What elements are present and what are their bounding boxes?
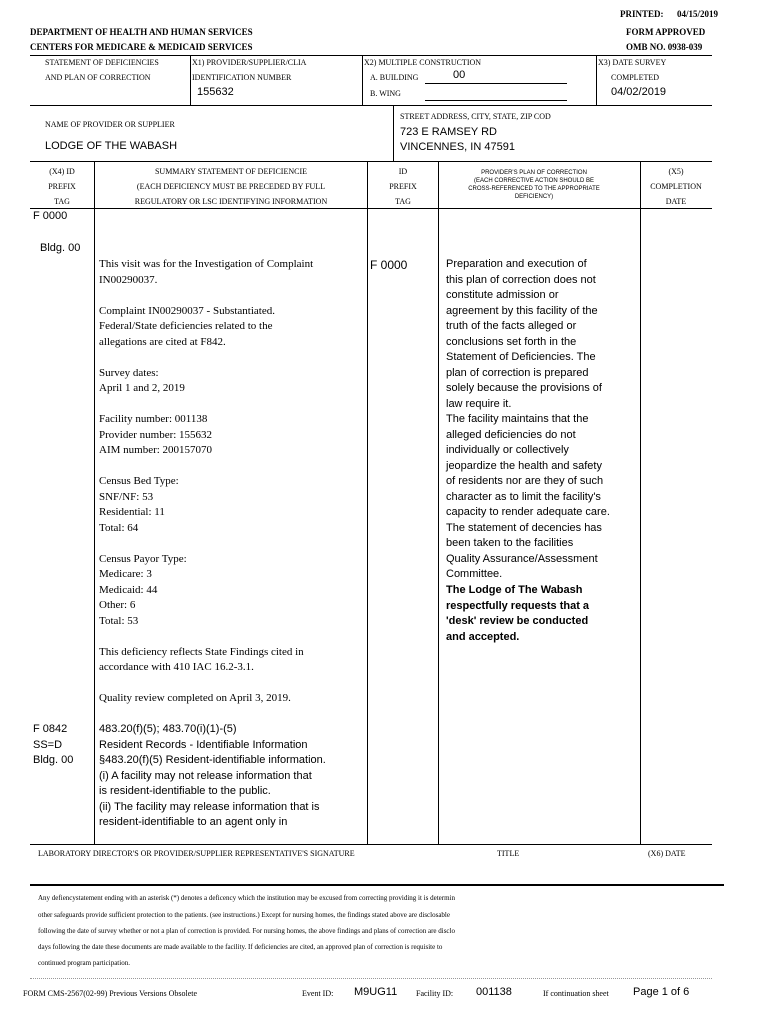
id-tag-f0000: F 0000 <box>370 258 408 272</box>
address-label: STREET ADDRESS, CITY, STATE, ZIP COD <box>400 112 551 121</box>
x3-label-2: COMPLETED <box>611 73 659 82</box>
printed-label: PRINTED: <box>620 9 664 19</box>
x2-label: X2) MULTIPLE CONSTRUCTION <box>364 58 482 67</box>
x4-header-1: (X4) ID <box>49 167 75 176</box>
summary-header-2: (EACH DEFICIENCY MUST BE PRECEDED BY FULL <box>136 182 326 191</box>
facility-id-label: Facility ID: <box>416 989 454 998</box>
department-name: DEPARTMENT OF HEALTH AND HUMAN SERVICES <box>30 27 253 37</box>
building-label: A. BUILDING <box>370 73 419 82</box>
omb-number: OMB NO. 0938-039 <box>626 42 703 52</box>
tag-f0000: F 0000 <box>33 210 68 222</box>
plan-header-4: DEFICIENCY) <box>514 194 554 200</box>
form-approved: FORM APPROVED <box>626 27 706 37</box>
plan-desk-review-request: The Lodge of The Wabash respectfully requests that a 'desk' review be conducted and accepted. <box>446 584 590 643</box>
id-header-2: PREFIX <box>389 182 417 191</box>
plan-of-correction: Preparation and execution of this plan of correction does not constitute admission or agreement by this facility of the truth of the facts alleged or conclusions set forth in the Statement of Deficiencies. The plan of correction is prepared solely because the provisions of law require it. The facility maintains that the alleged deficiencies do not individually or collectively jeopardize the health and safety of residents nor are they of such character as to limit the facility's capacity to render adequate care. The statement of decencies has been taken to the facilities Quality Assurance/Assessment Committee. <box>446 258 610 580</box>
survey-completed-date: 04/02/2019 <box>611 86 667 98</box>
title-label: TITLE <box>497 849 520 858</box>
plan-header-3: CROSS-REFERENCED TO THE APPROPRIATE <box>468 186 600 192</box>
id-header-1: ID <box>398 167 408 176</box>
provider-number: 155632 <box>197 86 234 98</box>
x6-date-label: (X6) DATE <box>648 849 686 858</box>
footnote-line-4: days following the date these documents are made available to the facility. If deficiencies are cited, an approved plan of correction is requisite to <box>38 943 443 951</box>
centers-name: CENTERS FOR MEDICARE & MEDICAID SERVICES <box>30 42 253 52</box>
summary-statement: This visit was for the Investigation of Complaint IN00290037. Complaint IN00290037 - Substantiated. Federal/State deficiencies related to the allegations are cited at F842. Survey dates: April 1 and 2, 2019 Facility number: 001138 Provider number: 155632 AIM number: 200157070 Census Bed Type: SNF/NF: 53 Residential: 11 Total: 64 Census Payor Type: Medicare: 3 Medicaid: 44 Other: 6 Total: 53 This deficiency reflects State Findings cited in accordance with 410 IAC 16.2-3.1. Quality review completed on April 3, 2019. <box>99 258 314 704</box>
summary-header-1: SUMMARY STATEMENT OF DEFICIENCIE <box>154 167 308 176</box>
facility-id-value: 001138 <box>476 986 512 998</box>
footnote-line-1: Any defiencystatement ending with an asterisk (*) denotes a deficency which the institution may be excused from correcting providing it is determin <box>38 894 455 902</box>
event-id-value: M9UG11 <box>354 986 398 998</box>
statement-label-1: STATEMENT OF DEFICIENCIES <box>45 58 159 67</box>
event-id-label: Event ID: <box>302 989 334 998</box>
wing-label: B. WING <box>370 89 401 98</box>
footnote-line-5: continued program participation. <box>38 959 130 967</box>
footnote-line-3: following the date of survey whether or not a plan of correction is provided. For nursing homes, the above findings and plans of correction are disclo <box>38 927 455 935</box>
tag-f0842: F 0842 SS=D Bldg. 00 <box>33 723 74 766</box>
address-line-1: 723 E RAMSEY RD <box>400 126 498 138</box>
signature-label: LABORATORY DIRECTOR'S OR PROVIDER/SUPPLIER REPRESENTATIVE'S SIGNATURE <box>38 849 355 858</box>
f0842-text: 483.20(f)(5); 483.70(i)(1)-(5) Resident Records - Identifiable Information §483.20(f)(5) Resident-identifiable information. (i) A facility may not release information that is resident-identifiable to the public. (ii) The facility may release information that is resident-identifiable to an agent only in <box>99 723 326 828</box>
x1-label: X1) PROVIDER/SUPPLIER/CLIA <box>192 58 307 67</box>
x1-label-2: IDENTIFICATION NUMBER <box>192 73 292 82</box>
x5-header-2: COMPLETION <box>650 182 702 191</box>
continuation-label: If continuation sheet <box>543 989 609 998</box>
page-number: Page 1 of 6 <box>633 986 690 998</box>
x5-header-3: DATE <box>665 197 687 206</box>
x4-header-3: TAG <box>54 197 70 206</box>
provider-name: LODGE OF THE WABASH <box>45 140 178 152</box>
x4-header-2: PREFIX <box>48 182 76 191</box>
statement-label-2: AND PLAN OF CORRECTION <box>45 73 151 82</box>
bldg-label: Bldg. 00 <box>40 242 81 254</box>
address-line-2: VINCENNES, IN 47591 <box>400 141 515 153</box>
summary-header-3: REGULATORY OR LSC IDENTIFYING INFORMATION <box>134 197 328 206</box>
footnote-line-2: other safeguards provide sufficient protection to the patients. (see instructions.) Except for nursing homes, the findings stated above are disclosable <box>38 911 450 919</box>
plan-header-2: (EACH CORRECTIVE ACTION SHOULD BE <box>473 178 595 184</box>
building-value: 00 <box>453 69 466 81</box>
plan-header-1: PROVIDER'S PLAN OF CORRECTION <box>481 170 587 176</box>
x3-label: X3) DATE SURVEY <box>598 58 667 67</box>
form-number: FORM CMS-2567(02-99) Previous Versions Obsolete <box>23 989 198 998</box>
x5-header-1: (X5) <box>668 167 684 176</box>
id-header-3: TAG <box>395 197 411 206</box>
printed-date: 04/15/2019 <box>677 9 719 19</box>
provider-name-label: NAME OF PROVIDER OR SUPPLIER <box>45 120 175 129</box>
